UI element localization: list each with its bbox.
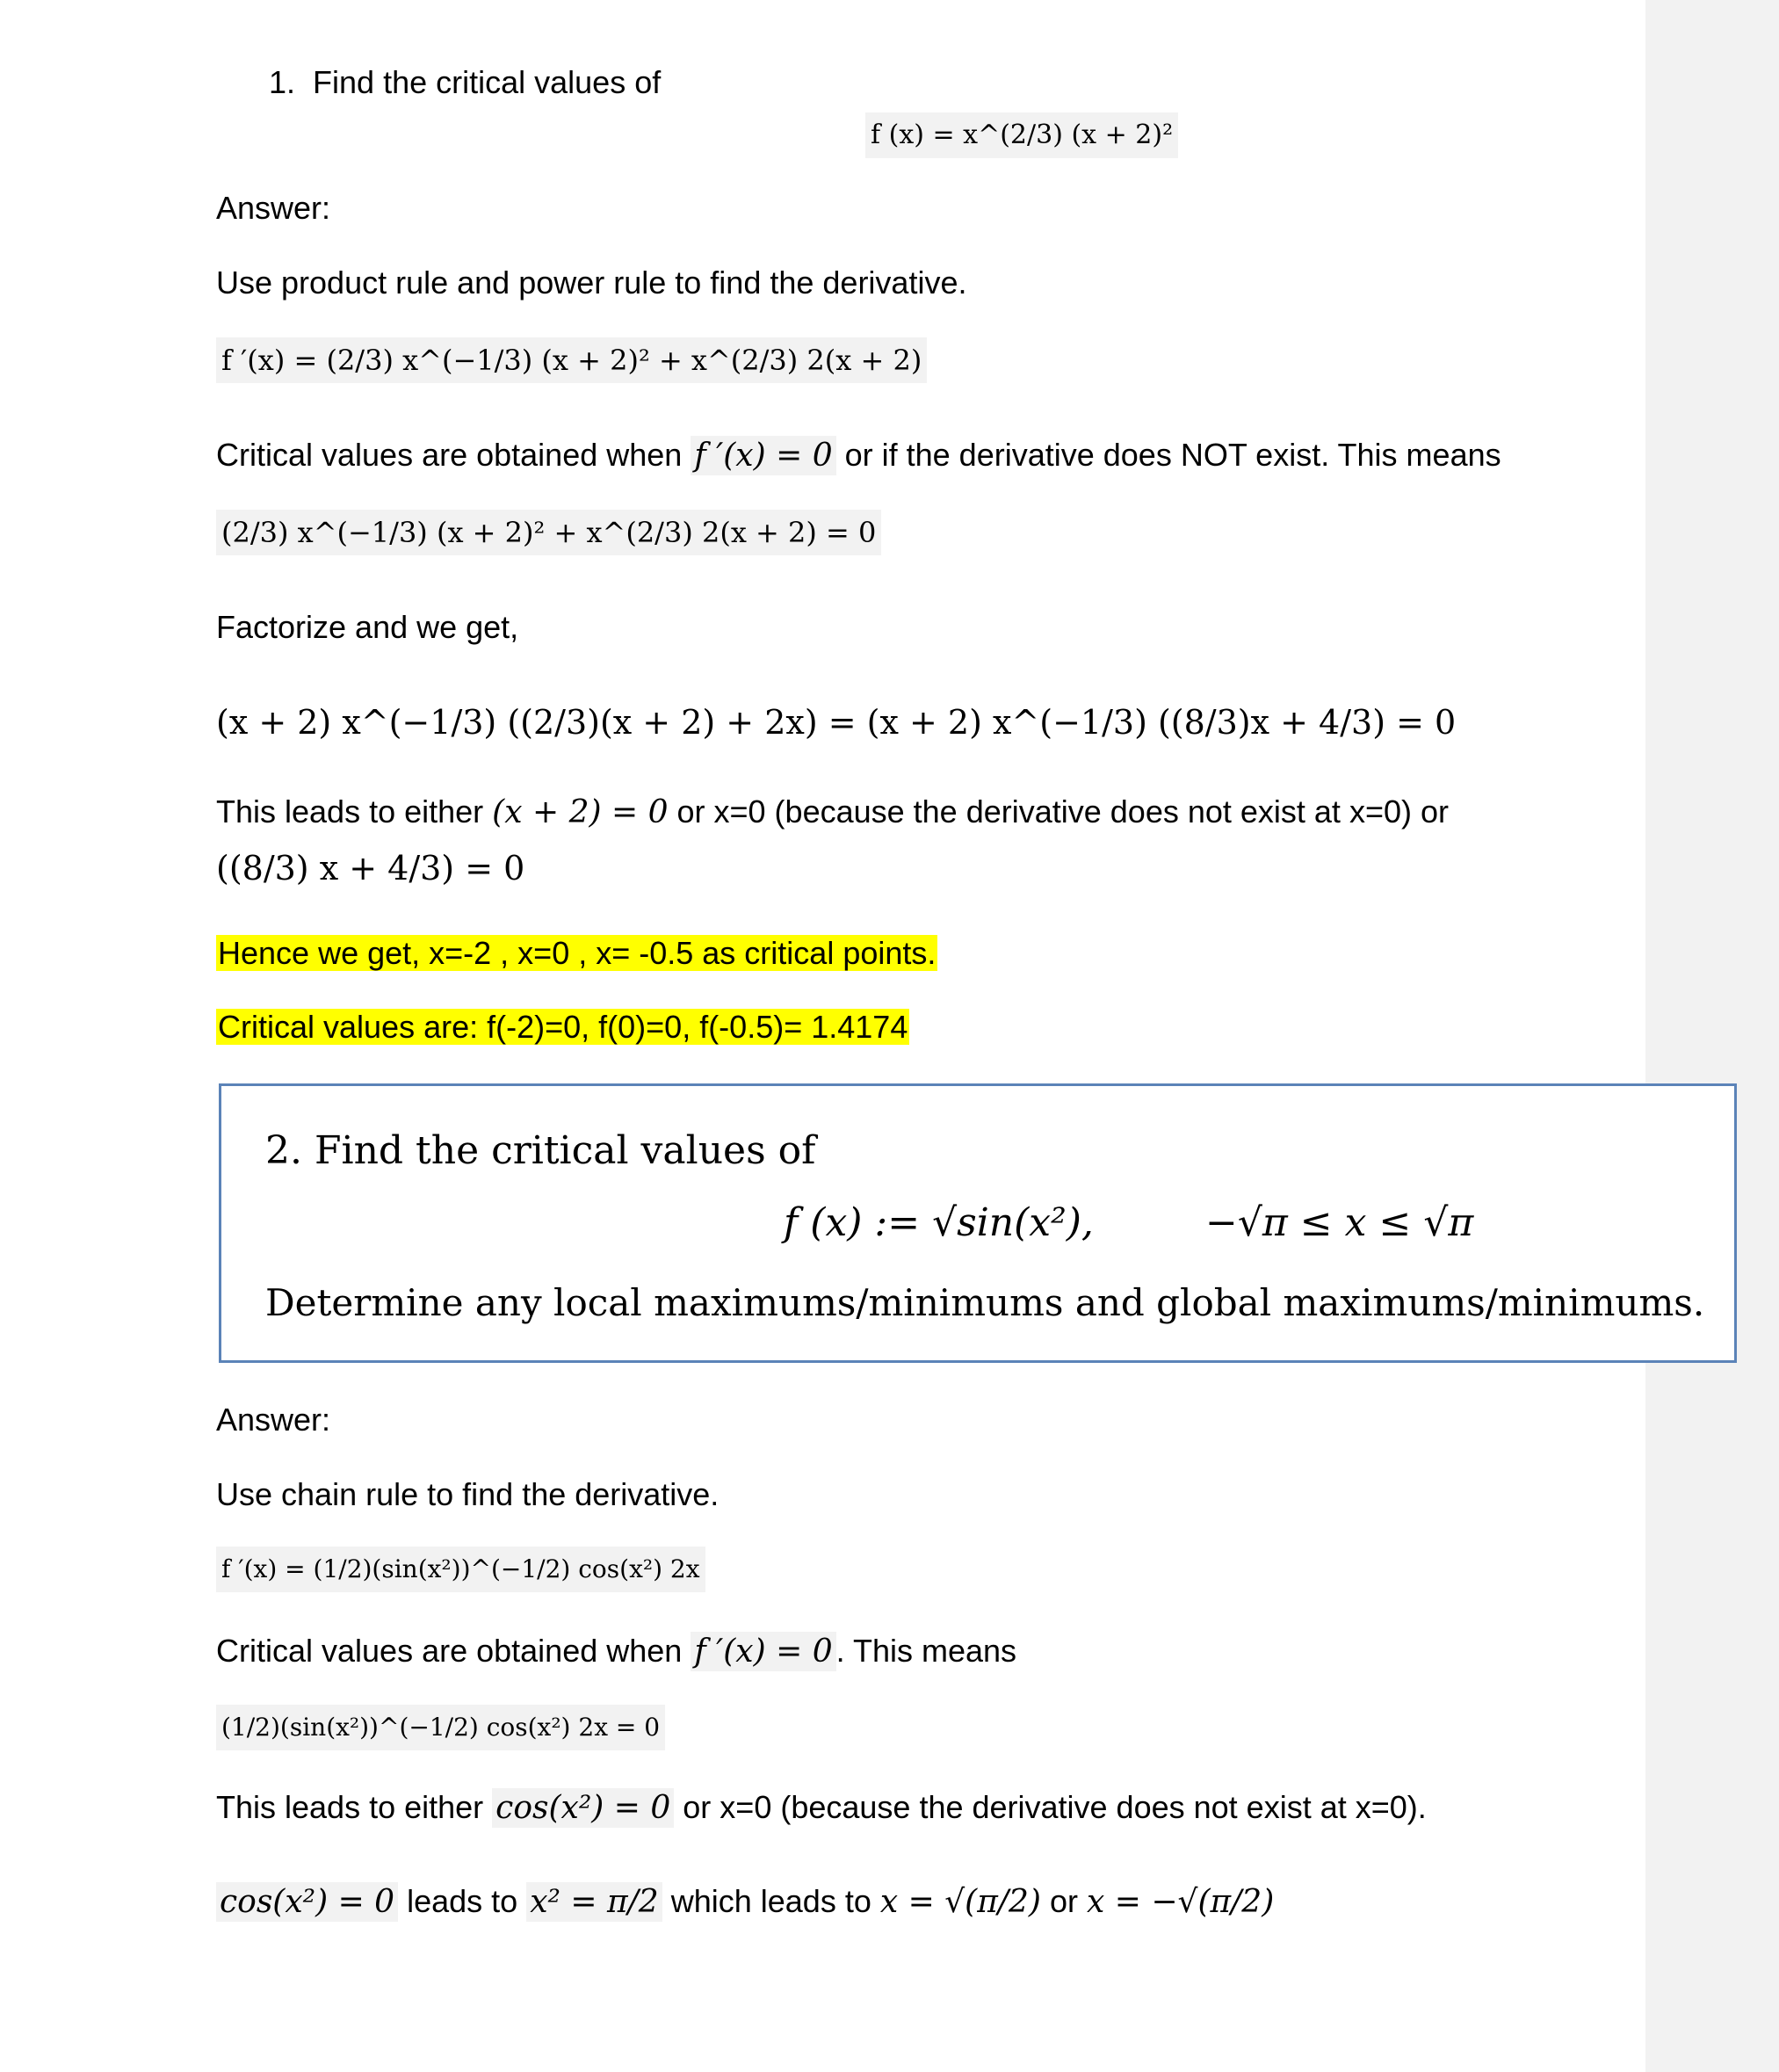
- q2-answer-label: Answer:: [216, 1402, 331, 1438]
- q2-function: f (x) := √sin(x²),: [784, 1200, 1094, 1245]
- q2-final-math-cos: cos(x²) = 0: [216, 1882, 398, 1922]
- q2-heading: 2. Find the critical values of: [265, 1128, 816, 1173]
- q2-critical-text: Critical values are obtained when f ′(x) = 0 . This means: [216, 1633, 1017, 1670]
- q1-answer-label: Answer:: [216, 190, 331, 226]
- q2-leads-math: cos(x²) = 0: [492, 1788, 674, 1828]
- q2-critical-math: f ′(x) = 0: [691, 1632, 835, 1671]
- q2-leads-text: This leads to either cos(x²) = 0 or x=0 (because the derivative does not exist at x=0).: [216, 1789, 1427, 1826]
- q2-final-math-pos: x = √(π/2): [879, 1884, 1041, 1920]
- q1-leads-equation: ((8/3) x + 4/3) = 0: [216, 849, 525, 887]
- q2-final-math-xsq: x² = π/2: [526, 1882, 662, 1922]
- q1-derivative: f ′(x) = (2/3) x^(−1/3) (x + 2)² + x^(2/3) 2(x + 2): [216, 337, 927, 383]
- q1-hence-text: Hence we get, x=-2 , x=0 , x= -0.5 as critical points.: [218, 935, 937, 971]
- q1-leads-math: (x + 2) = 0: [492, 794, 669, 830]
- page-margin: [1645, 0, 1779, 2072]
- q1-factored-equation: (x + 2) x^(−1/3) ((2/3)(x + 2) + 2x) = (x + 2) x^(−1/3) ((8/3)x + 4/3) = 0: [216, 703, 1457, 742]
- q1-function: f (x) = x^(2/3) (x + 2)²: [865, 112, 1178, 158]
- q1-heading: 1. Find the critical values of: [269, 64, 662, 100]
- q2-step-text: Use chain rule to find the derivative.: [216, 1476, 720, 1512]
- q1-factorize-text: Factorize and we get,: [216, 609, 519, 645]
- q2-final-math-neg: x = −√(π/2): [1087, 1884, 1275, 1920]
- q1-values-text: Critical values are: f(-2)=0, f(0)=0, f(-0.5)= 1.4174: [218, 1009, 908, 1045]
- q1-equation: (2/3) x^(−1/3) (x + 2)² + x^(2/3) 2(x + 2) = 0: [216, 510, 881, 555]
- q1-leads-text: This leads to either (x + 2) = 0 or x=0 (because the derivative does not exist at x=0) or: [216, 793, 1449, 830]
- q1-critical-text: Critical values are obtained when f ′(x) = 0 or if the derivative does NOT exist. This means: [216, 437, 1501, 474]
- q2-determine: Determine any local maximums/minimums and global maximums/minimums.: [265, 1281, 1705, 1324]
- q2-final-text: cos(x²) = 0 leads to x² = π/2 which leads to x = √(π/2) or x = −√(π/2): [216, 1882, 1274, 1922]
- q2-equation: (1/2)(sin(x²))^(−1/2) cos(x²) 2x = 0: [216, 1705, 665, 1750]
- q2-problem-box: [219, 1083, 1737, 1363]
- q2-derivative: f ′(x) = (1/2)(sin(x²))^(−1/2) cos(x²) 2x: [216, 1547, 705, 1592]
- q1-step-text: Use product rule and power rule to find the derivative.: [216, 264, 967, 301]
- q1-critical-math: f ′(x) = 0: [691, 436, 835, 475]
- q2-domain: −√π ≤ x ≤ √π: [1205, 1200, 1474, 1245]
